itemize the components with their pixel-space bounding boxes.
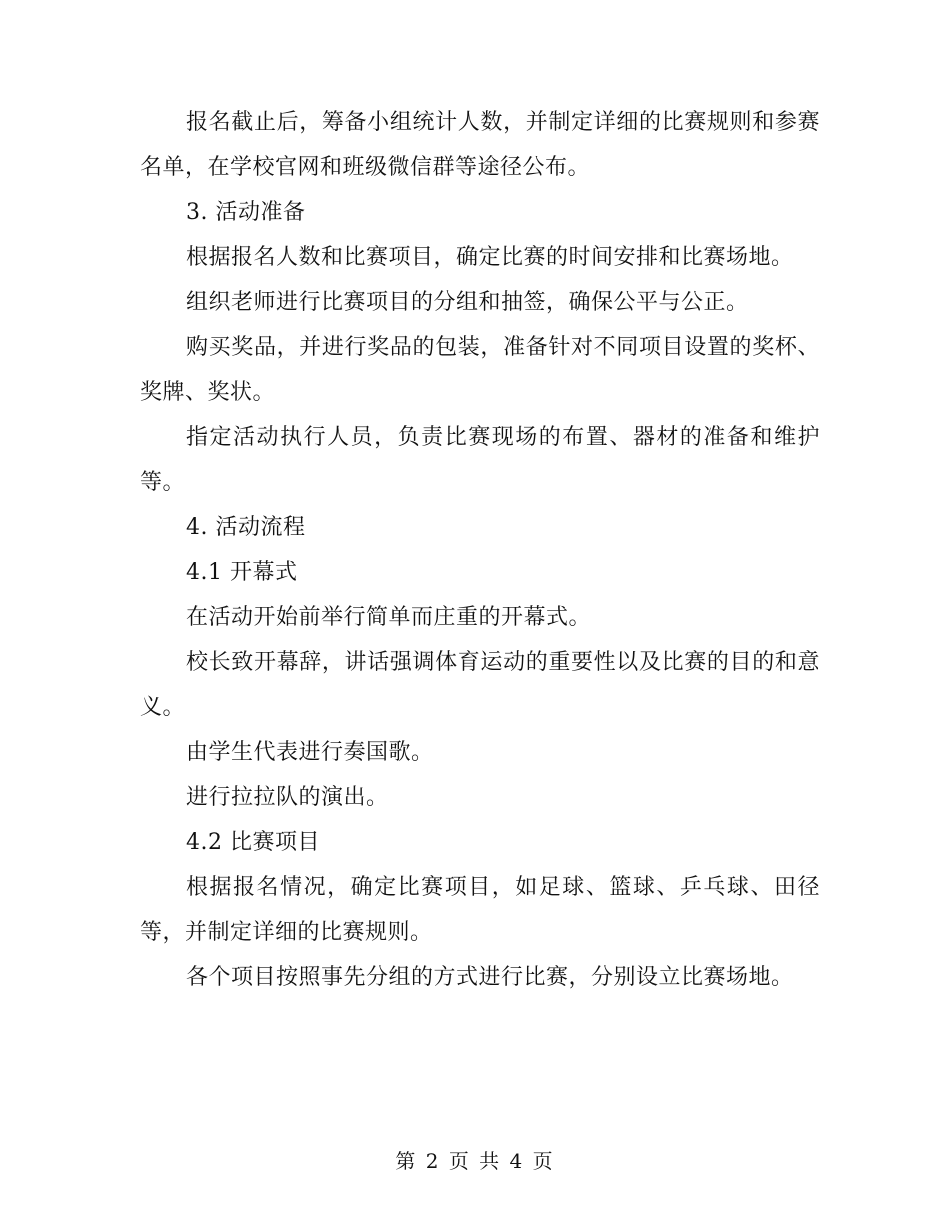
paragraph-5: 指定活动执行人员，负责比赛现场的布置、器材的准备和维护等。 (140, 425, 820, 495)
paragraph-9: 进行拉拉队的演出。 (186, 785, 389, 810)
section-heading-4: 4. 活动流程 (186, 515, 306, 540)
paragraph-3: 组织老师进行比赛项目的分组和抽签，确保公平与公正。 (186, 290, 749, 315)
section-heading-3: 3. 活动准备 (186, 200, 306, 225)
paragraph-4: 购买奖品，并进行奖品的包装，准备针对不同项目设置的奖杯、奖牌、奖状。 (140, 335, 820, 405)
paragraph-10: 根据报名情况，确定比赛项目，如足球、篮球、乒乓球、田径等，并制定详细的比赛规则。 (140, 875, 820, 945)
paragraph-1: 报名截止后，筹备小组统计人数，并制定详细的比赛规则和参赛名单，在学校官网和班级微信群等途径公布。 (140, 110, 820, 180)
subsection-heading-4-1: 4.1 开幕式 (186, 560, 298, 585)
paragraph-7: 校长致开幕辞，讲话强调体育运动的重要性以及比赛的目的和意义。 (140, 650, 820, 720)
paragraph-8: 由学生代表进行奏国歌。 (186, 740, 434, 765)
subsection-heading-4-2: 4.2 比赛项目 (186, 830, 320, 855)
paragraph-11: 各个项目按照事先分组的方式进行比赛，分别设立比赛场地。 (186, 965, 794, 990)
paragraph-6: 在活动开始前举行简单而庄重的开幕式。 (186, 605, 592, 630)
document-body (140, 100, 820, 1000)
paragraph-2: 根据报名人数和比赛项目，确定比赛的时间安排和比赛场地。 (186, 245, 794, 270)
page-number-footer: 第 2 页 共 4 页 (395, 1149, 555, 1173)
